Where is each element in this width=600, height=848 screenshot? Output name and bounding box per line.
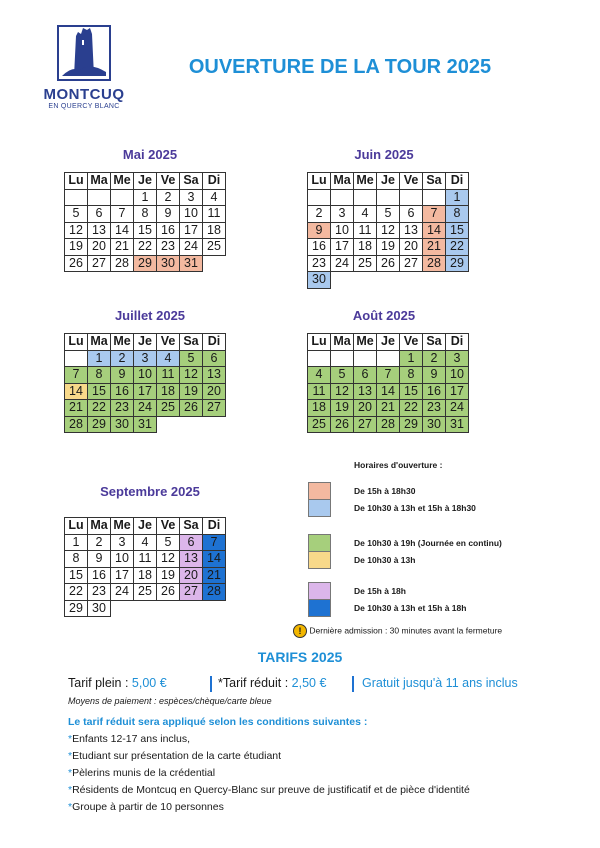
day-cell: 17 (180, 222, 203, 239)
day-cell: 27 (354, 416, 377, 433)
weekday-header: Je (377, 173, 400, 190)
weekday-header: Lu (65, 334, 88, 351)
legend-text-4: De 10h30 à 13h (354, 555, 416, 565)
day-cell: 9 (111, 367, 134, 384)
weekday-header: Sa (180, 173, 203, 190)
day-cell: 1 (88, 350, 111, 367)
day-cell: 19 (180, 383, 203, 400)
weekday-header: Di (203, 173, 226, 190)
weekday-header: Me (111, 518, 134, 535)
tarif-reduit (218, 676, 326, 690)
day-cell: 7 (203, 534, 226, 551)
day-cell: 23 (111, 400, 134, 417)
day-cell: 19 (377, 239, 400, 256)
weekday-header: Ve (400, 334, 423, 351)
tarif-gratuit (362, 676, 518, 690)
tarif-plein-label: Tarif plein : (68, 676, 132, 690)
day-cell: 11 (308, 383, 331, 400)
day-cell: 4 (157, 350, 180, 367)
day-cell: 17 (111, 567, 134, 584)
weekday-header: Sa (180, 518, 203, 535)
day-cell: 16 (88, 567, 111, 584)
empty-cell (377, 350, 400, 367)
legend-swatch-salmon (308, 482, 331, 500)
day-cell: 24 (446, 400, 469, 417)
calendar-juin (307, 172, 469, 289)
condition-item: *Etudiant sur présentation de la carte étudiant (68, 750, 282, 762)
day-cell: 14 (423, 222, 446, 239)
day-cell: 25 (157, 400, 180, 417)
day-cell: 24 (180, 239, 203, 256)
empty-cell (65, 350, 88, 367)
day-cell: 20 (354, 400, 377, 417)
day-cell: 21 (111, 239, 134, 256)
day-cell: 25 (134, 584, 157, 601)
blank-cell (157, 416, 180, 433)
weekday-header: Ve (157, 518, 180, 535)
calendar-aout (307, 333, 469, 433)
month-title-mai: Mai 2025 (122, 147, 178, 162)
day-cell: 24 (331, 255, 354, 272)
day-cell: 9 (88, 551, 111, 568)
weekday-header: Je (134, 173, 157, 190)
blank-cell (203, 416, 226, 433)
empty-cell (423, 189, 446, 206)
weekday-header: Lu (65, 518, 88, 535)
day-cell: 30 (423, 416, 446, 433)
day-cell: 29 (65, 600, 88, 617)
legend-swatch-light-blue (308, 499, 331, 517)
day-cell: 23 (423, 400, 446, 417)
day-cell: 11 (354, 222, 377, 239)
day-cell: 13 (354, 383, 377, 400)
day-cell: 16 (157, 222, 180, 239)
blank-cell (331, 272, 354, 289)
legend-swatch-blue (308, 599, 331, 617)
day-cell: 27 (88, 255, 111, 272)
day-cell: 22 (400, 400, 423, 417)
day-cell: 19 (157, 567, 180, 584)
weekday-header: Ve (157, 173, 180, 190)
day-cell: 18 (134, 567, 157, 584)
calendar-mai (64, 172, 226, 272)
logo-subtitle: EN QUERCY BLANC (48, 103, 120, 110)
day-cell: 14 (377, 383, 400, 400)
day-cell: 11 (134, 551, 157, 568)
empty-cell (308, 189, 331, 206)
day-cell: 10 (446, 367, 469, 384)
legend-swatch-green (308, 534, 331, 552)
day-cell: 20 (88, 239, 111, 256)
month-title-juillet: Juillet 2025 (114, 308, 186, 323)
day-cell: 12 (65, 222, 88, 239)
day-cell: 3 (331, 206, 354, 223)
day-cell: 1 (400, 350, 423, 367)
weekday-header: Di (446, 173, 469, 190)
legend-swatch-yellow (308, 551, 331, 569)
blank-cell (134, 600, 157, 617)
weekday-header: Ma (88, 518, 111, 535)
legend-text-1: De 15h à 18h30 (354, 486, 416, 496)
weekday-header: Ma (331, 173, 354, 190)
weekday-header: Sa (423, 334, 446, 351)
day-cell: 7 (65, 367, 88, 384)
tarif-plein (68, 676, 167, 690)
payment-methods: Moyens de paiement : espèces/chèque/carte bleue (68, 696, 272, 706)
day-cell: 3 (180, 189, 203, 206)
blank-cell (354, 272, 377, 289)
day-cell: 5 (331, 367, 354, 384)
day-cell: 26 (180, 400, 203, 417)
condition-item: *Résidents de Montcuq en Quercy-Blanc sur preuve de justificatif et de pièce d'identité (68, 784, 470, 796)
logo-name: MONTCUQ (43, 86, 125, 103)
weekday-header: Me (354, 173, 377, 190)
day-cell: 24 (134, 400, 157, 417)
calendar-juillet (64, 333, 226, 433)
day-cell: 5 (65, 206, 88, 223)
condition-text: Résidents de Montcuq en Quercy-Blanc sur preuve de justificatif et de pièce d'identité (72, 784, 470, 796)
day-cell: 27 (400, 255, 423, 272)
day-cell: 30 (88, 600, 111, 617)
weekday-header: Di (446, 334, 469, 351)
day-cell: 13 (88, 222, 111, 239)
day-cell: 10 (331, 222, 354, 239)
page-title: OUVERTURE DE LA TOUR 2025 (188, 56, 492, 78)
last-admission-note (293, 624, 502, 638)
weekday-header: Sa (180, 334, 203, 351)
separator (210, 676, 212, 692)
month-title-septembre: Septembre 2025 (100, 484, 200, 499)
weekday-header: Ve (157, 334, 180, 351)
day-cell: 21 (377, 400, 400, 417)
day-cell: 28 (423, 255, 446, 272)
day-cell: 12 (180, 367, 203, 384)
condition-text: Pèlerins munis de la crédential (72, 767, 216, 779)
day-cell: 4 (134, 534, 157, 551)
day-cell: 14 (203, 551, 226, 568)
day-cell: 28 (111, 255, 134, 272)
weekday-header: Me (111, 334, 134, 351)
day-cell: 4 (308, 367, 331, 384)
blank-cell (423, 272, 446, 289)
day-cell: 12 (331, 383, 354, 400)
tarif-reduit-value: 2,50 € (291, 676, 327, 690)
day-cell: 23 (308, 255, 331, 272)
warning-icon: ! (293, 624, 307, 638)
day-cell: 14 (111, 222, 134, 239)
blank-cell (180, 600, 203, 617)
empty-cell (331, 189, 354, 206)
empty-cell (400, 189, 423, 206)
weekday-header: Me (111, 173, 134, 190)
empty-cell (354, 350, 377, 367)
condition-text: Etudiant sur présentation de la carte étudiant (72, 750, 282, 762)
tower-icon (54, 22, 114, 84)
day-cell: 28 (377, 416, 400, 433)
empty-cell (354, 189, 377, 206)
condition-item: *Pèlerins munis de la crédential (68, 767, 216, 779)
last-admission-text: Dernière admission : 30 minutes avant la fermeture (309, 625, 503, 636)
day-cell: 8 (446, 206, 469, 223)
day-cell: 1 (446, 189, 469, 206)
day-cell: 19 (65, 239, 88, 256)
day-cell: 11 (203, 206, 226, 223)
blank-cell (157, 600, 180, 617)
day-cell: 26 (377, 255, 400, 272)
day-cell: 6 (180, 534, 203, 551)
day-cell: 7 (377, 367, 400, 384)
day-cell: 22 (65, 584, 88, 601)
tarif-gratuit-text: Gratuit jusqu'à 11 ans inclus (362, 676, 518, 690)
month-title-aout: Août 2025 (352, 308, 416, 323)
day-cell: 22 (446, 239, 469, 256)
weekday-header: Lu (308, 173, 331, 190)
day-cell: 8 (65, 551, 88, 568)
day-cell: 9 (423, 367, 446, 384)
day-cell: 3 (111, 534, 134, 551)
day-cell: 17 (446, 383, 469, 400)
weekday-header: Ma (331, 334, 354, 351)
day-cell: 13 (180, 551, 203, 568)
day-cell: 20 (180, 567, 203, 584)
month-title-juin: Juin 2025 (354, 147, 414, 162)
day-cell: 10 (111, 551, 134, 568)
day-cell: 31 (446, 416, 469, 433)
blank-cell (111, 600, 134, 617)
day-cell: 25 (203, 239, 226, 256)
day-cell: 15 (88, 383, 111, 400)
blank-cell (400, 272, 423, 289)
weekday-header: Je (134, 518, 157, 535)
day-cell: 15 (446, 222, 469, 239)
day-cell: 28 (203, 584, 226, 601)
day-cell: 1 (134, 189, 157, 206)
day-cell: 29 (134, 255, 157, 272)
day-cell: 18 (203, 222, 226, 239)
day-cell: 15 (400, 383, 423, 400)
condition-text: Enfants 12-17 ans inclus, (72, 733, 190, 745)
day-cell: 29 (400, 416, 423, 433)
day-cell: 10 (180, 206, 203, 223)
day-cell: 5 (377, 206, 400, 223)
calendar-septembre (64, 517, 226, 617)
day-cell: 10 (134, 367, 157, 384)
day-cell: 27 (203, 400, 226, 417)
day-cell: 2 (111, 350, 134, 367)
conditions-title: Le tarif réduit sera appliqué selon les conditions suivantes : (68, 716, 368, 728)
day-cell: 16 (111, 383, 134, 400)
day-cell: 2 (88, 534, 111, 551)
day-cell: 24 (111, 584, 134, 601)
day-cell: 15 (134, 222, 157, 239)
weekday-header: Di (203, 518, 226, 535)
day-cell: 5 (157, 534, 180, 551)
separator (352, 676, 354, 692)
tarif-reduit-label: *Tarif réduit : (218, 676, 292, 690)
weekday-header: Ve (400, 173, 423, 190)
day-cell: 31 (134, 416, 157, 433)
weekday-header: Sa (423, 173, 446, 190)
empty-cell (65, 189, 88, 206)
weekday-header: Je (377, 334, 400, 351)
day-cell: 13 (203, 367, 226, 384)
day-cell: 28 (65, 416, 88, 433)
day-cell: 30 (308, 272, 331, 289)
day-cell: 26 (331, 416, 354, 433)
weekday-header: Me (354, 334, 377, 351)
day-cell: 8 (134, 206, 157, 223)
day-cell: 4 (203, 189, 226, 206)
montcuq-logo (38, 22, 130, 110)
day-cell: 26 (157, 584, 180, 601)
day-cell: 29 (88, 416, 111, 433)
day-cell: 30 (157, 255, 180, 272)
legend-title: Horaires d'ouverture : (354, 460, 443, 470)
day-cell: 3 (446, 350, 469, 367)
day-cell: 23 (88, 584, 111, 601)
day-cell: 20 (203, 383, 226, 400)
day-cell: 6 (354, 367, 377, 384)
weekday-header: Di (203, 334, 226, 351)
day-cell: 16 (423, 383, 446, 400)
day-cell: 13 (400, 222, 423, 239)
day-cell: 18 (308, 400, 331, 417)
day-cell: 16 (308, 239, 331, 256)
day-cell: 29 (446, 255, 469, 272)
blank-cell (180, 416, 203, 433)
day-cell: 27 (180, 584, 203, 601)
day-cell: 17 (331, 239, 354, 256)
day-cell: 26 (65, 255, 88, 272)
day-cell: 8 (400, 367, 423, 384)
day-cell: 14 (65, 383, 88, 400)
day-cell: 6 (203, 350, 226, 367)
blank-cell (203, 255, 226, 272)
day-cell: 31 (180, 255, 203, 272)
day-cell: 9 (308, 222, 331, 239)
day-cell: 18 (157, 383, 180, 400)
empty-cell (111, 189, 134, 206)
blank-cell (377, 272, 400, 289)
condition-item: *Enfants 12-17 ans inclus, (68, 733, 190, 745)
weekday-header: Je (134, 334, 157, 351)
condition-item: *Groupe à partir de 10 personnes (68, 801, 224, 813)
empty-cell (331, 350, 354, 367)
day-cell: 22 (134, 239, 157, 256)
day-cell: 25 (354, 255, 377, 272)
day-cell: 2 (308, 206, 331, 223)
day-cell: 7 (423, 206, 446, 223)
day-cell: 5 (180, 350, 203, 367)
day-cell: 15 (65, 567, 88, 584)
weekday-header: Ma (88, 334, 111, 351)
day-cell: 7 (111, 206, 134, 223)
day-cell: 17 (134, 383, 157, 400)
day-cell: 6 (400, 206, 423, 223)
blank-cell (203, 600, 226, 617)
day-cell: 21 (423, 239, 446, 256)
day-cell: 30 (111, 416, 134, 433)
legend-swatch-lilac (308, 582, 331, 600)
weekday-header: Ma (88, 173, 111, 190)
day-cell: 4 (354, 206, 377, 223)
condition-text: Groupe à partir de 10 personnes (72, 801, 224, 813)
day-cell: 21 (65, 400, 88, 417)
legend-text-3: De 10h30 à 19h (Journée en continu) (354, 538, 502, 548)
day-cell: 2 (157, 189, 180, 206)
day-cell: 19 (331, 400, 354, 417)
day-cell: 25 (308, 416, 331, 433)
empty-cell (88, 189, 111, 206)
weekday-header: Lu (308, 334, 331, 351)
empty-cell (377, 189, 400, 206)
day-cell: 2 (423, 350, 446, 367)
day-cell: 12 (377, 222, 400, 239)
day-cell: 11 (157, 367, 180, 384)
legend-text-5: De 15h à 18h (354, 586, 406, 596)
day-cell: 21 (203, 567, 226, 584)
blank-cell (446, 272, 469, 289)
tarifs-title: TARIFS 2025 (257, 649, 343, 665)
weekday-header: Lu (65, 173, 88, 190)
day-cell: 9 (157, 206, 180, 223)
legend-text-6: De 10h30 à 13h et 15h à 18h (354, 603, 467, 613)
day-cell: 3 (134, 350, 157, 367)
day-cell: 22 (88, 400, 111, 417)
tarif-plein-value: 5,00 € (131, 676, 167, 690)
day-cell: 20 (400, 239, 423, 256)
day-cell: 12 (157, 551, 180, 568)
legend-text-2: De 10h30 à 13h et 15h à 18h30 (354, 503, 476, 513)
day-cell: 8 (88, 367, 111, 384)
day-cell: 18 (354, 239, 377, 256)
empty-cell (308, 350, 331, 367)
day-cell: 6 (88, 206, 111, 223)
day-cell: 23 (157, 239, 180, 256)
day-cell: 1 (65, 534, 88, 551)
